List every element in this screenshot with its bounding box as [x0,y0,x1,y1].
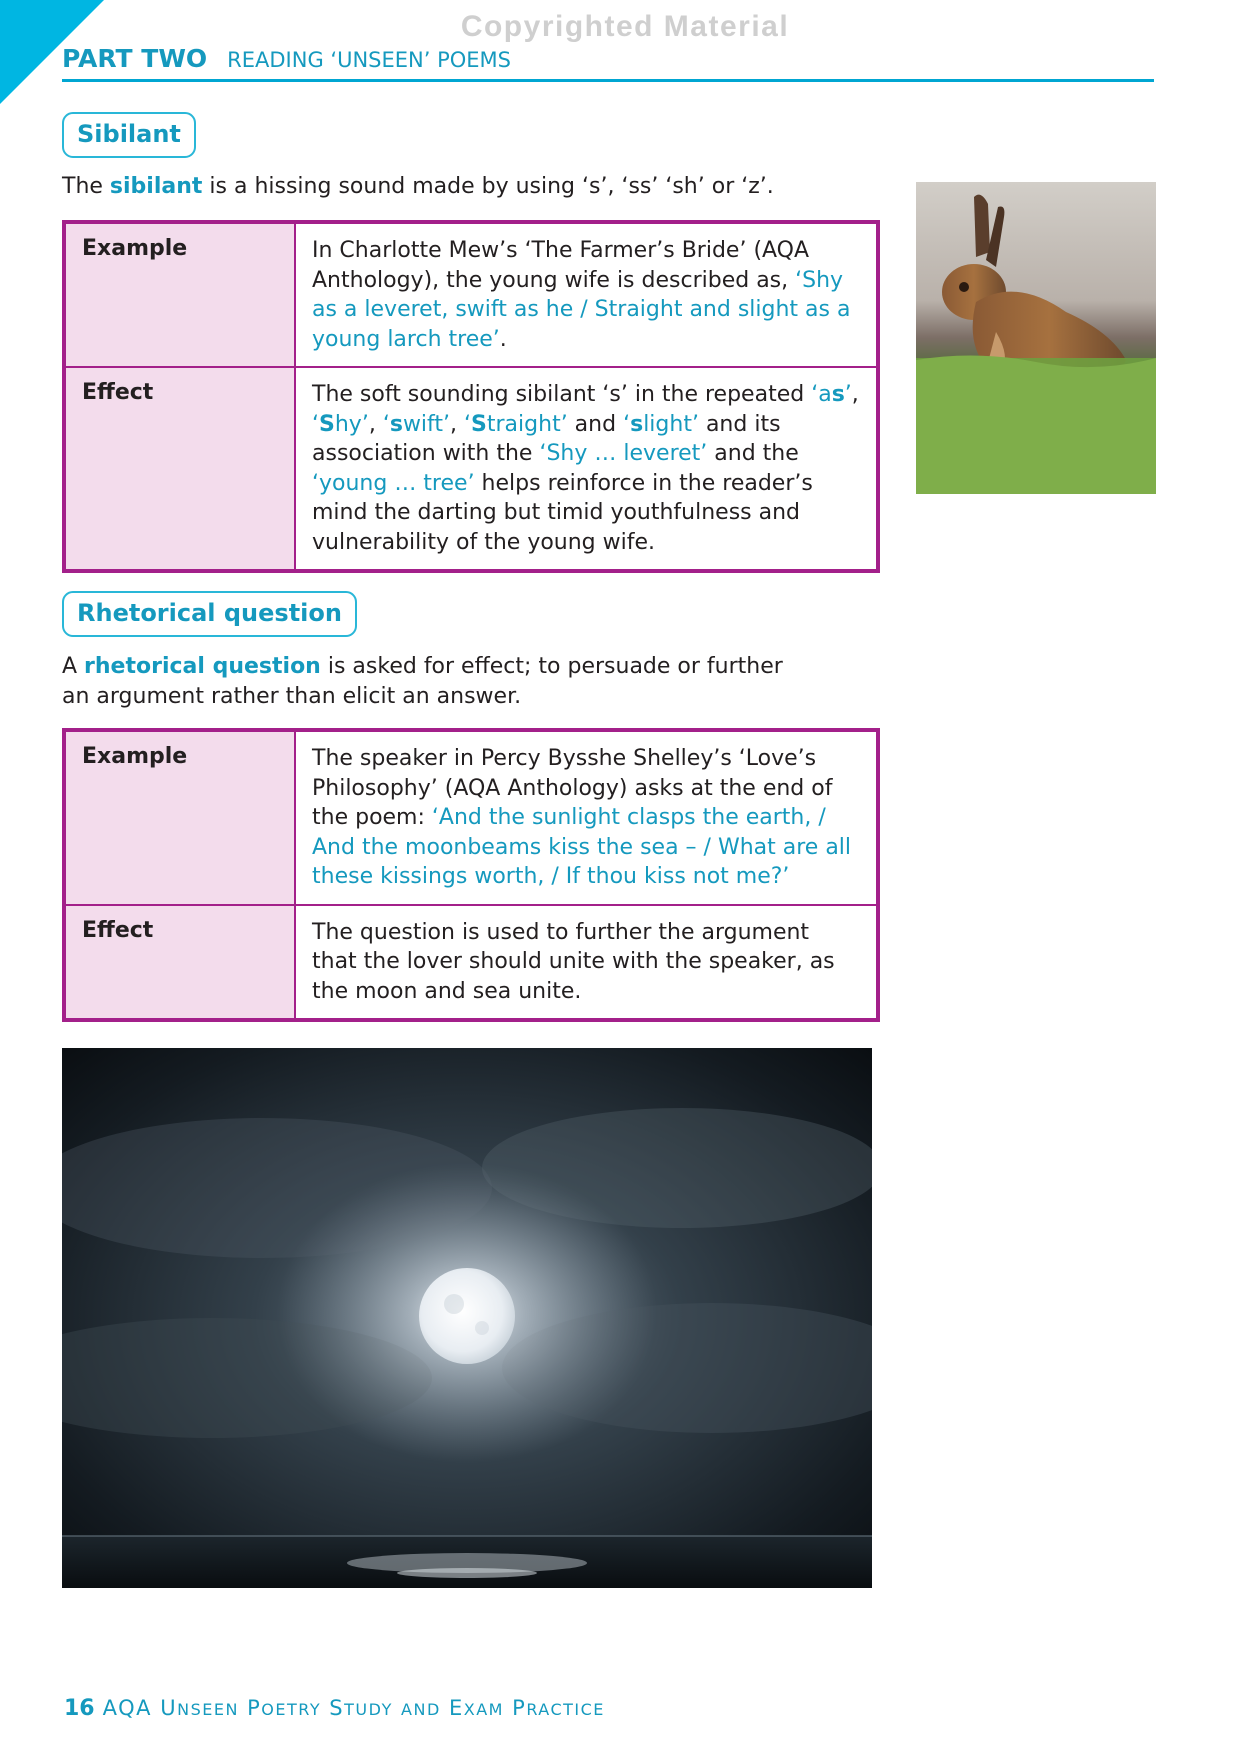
moonlit-sea-photo [62,1048,872,1588]
effect-row [66,906,876,1019]
rhetorical-definition [62,652,802,711]
sibilant-definition [62,172,882,202]
quotation: ‘And the sunlight clasps the earth, / And the moonbeams kiss the sea – / What are all these kissings worth, / If thou kiss not me?’ [312,805,852,889]
quotation: ‘as’ [811,382,852,407]
running-header [62,44,511,73]
quotation: ‘Shy’ [312,411,369,437]
sibilant-table [62,220,880,573]
header-rule [62,79,1154,82]
watermark: Copyrighted Material [460,10,790,43]
row-text: The soft sounding sibilant ‘s’ in the repeated ‘as’, ‘Shy’, ‘swift’, ‘Straight’ and ‘slight’ and its association with the ‘Shy … leveret’ and the ‘young … tree’ helps reinforce in the reader’s mind the darting but timid youthfulness and vulnerability of the young wife. [312,382,859,555]
quotation: ‘slight’ [623,411,699,437]
sibilant-heading: Sibilant [62,112,196,158]
rhetorical-question-heading: Rhetorical question [62,591,357,637]
quotation: ‘Shy as a leveret, swift as he / Straight and slight as a young larch tree’ [312,267,851,352]
key-term: rhetorical question [84,654,321,679]
quotation: ‘young … tree’ [312,470,475,496]
quotation: ‘Straight’ [464,411,568,437]
quotation: ‘Shy … leveret’ [539,441,708,466]
definition-text: is asked for effect; to persuade or further an argument rather than elicit an answer. [62,654,783,709]
example-row [66,224,876,368]
section-label: READING ‘UNSEEN’ POEMS [227,48,511,72]
part-label: PART TWO [62,44,208,73]
definition-text: The [62,174,110,199]
quotation: ‘swift’ [382,411,451,437]
definition-text: is a hissing sound made by using ‘s’, ‘ss’ ‘sh’ or ‘z’. [202,174,774,199]
row-text: The question is used to further the argument that the lover should unite with the speaker, as the moon and sea unite. [312,919,835,1004]
book-title: AQA UNSEEN POETRY STUDY AND EXAM PRACTICE [102,1696,605,1720]
row-text: The speaker in Percy Bysshe Shelley’s ‘Love’s Philosophy’ (AQA Anthology) asks at the end of the poem: ‘And the sunlight clasps the earth, / And the moonbeams kiss the sea – / What are all these kissings worth, / If thou kiss not me?’ [312,746,852,889]
hare-photo [916,182,1156,494]
rhetorical-table [62,728,880,1022]
key-term: sibilant [109,174,203,199]
row-text: In Charlotte Mew’s ‘The Farmer’s Bride’ (AQA Anthology), the young wife is described as, ‘Shy as a leveret, swift as he / Straight and slight as a young larch tree’. [312,238,851,352]
effect-row [66,368,876,569]
row-label: Example [66,224,296,366]
row-label: Example [66,732,296,904]
page-number: 16 [64,1696,95,1721]
row-label: Effect [66,368,296,569]
page-footer [64,1696,605,1721]
example-row [66,732,876,906]
row-label: Effect [66,906,296,1019]
definition-text: A [62,654,85,679]
